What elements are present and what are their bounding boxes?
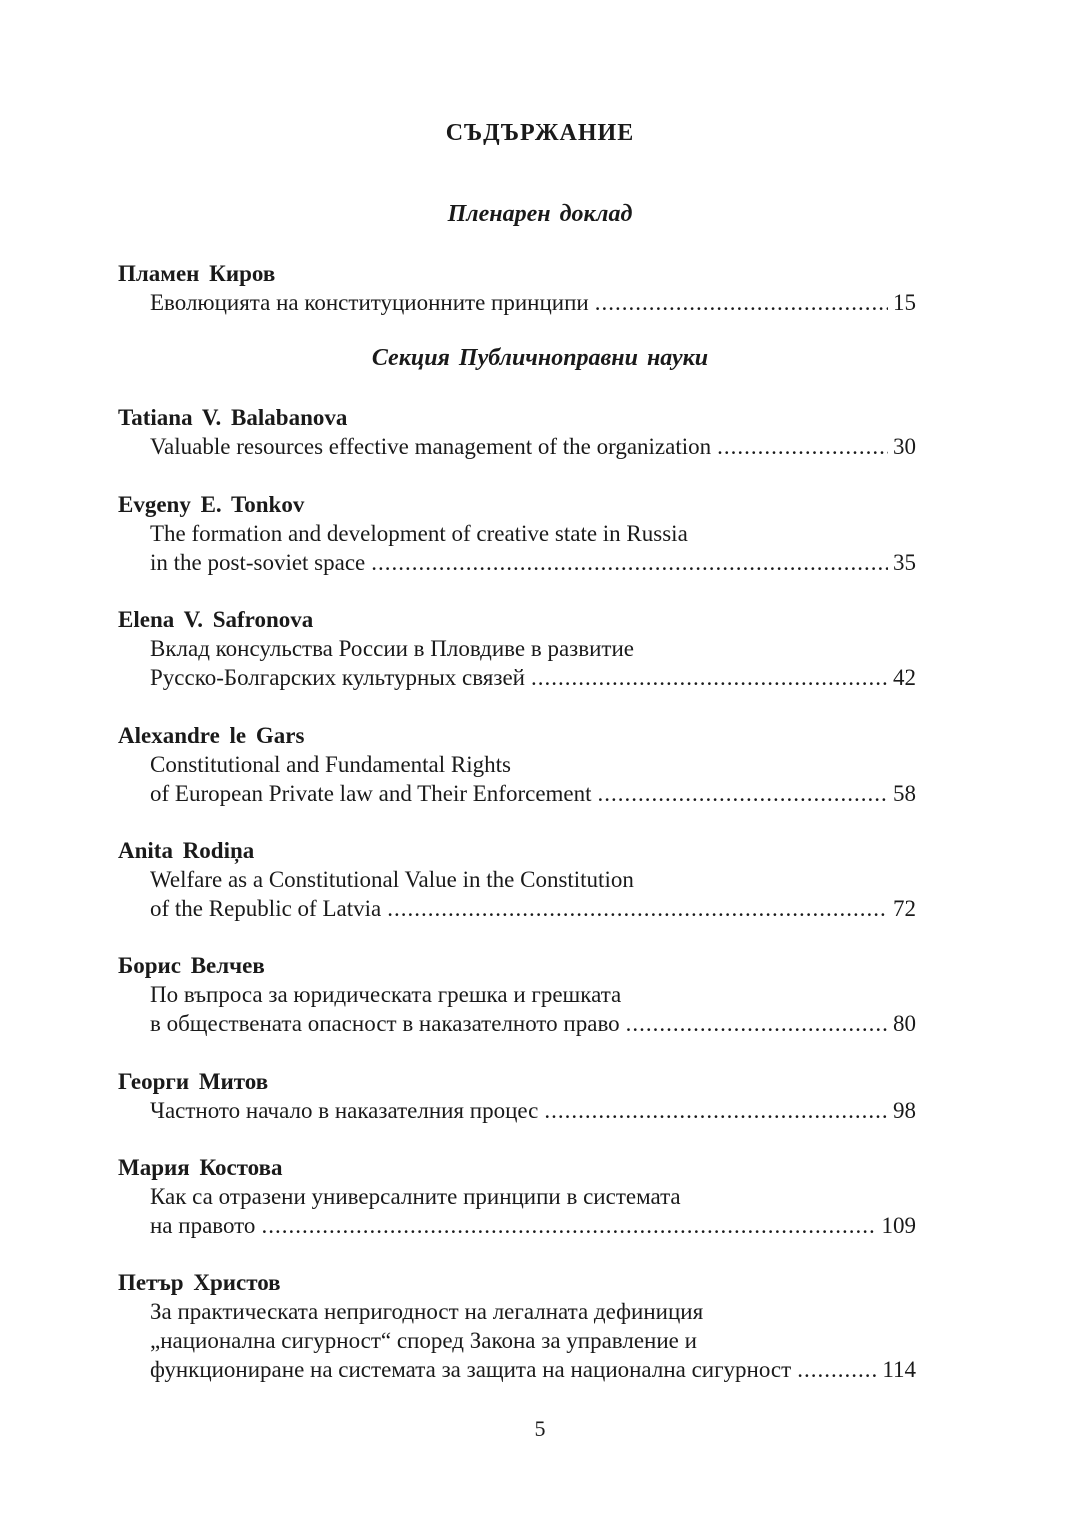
section-heading-public-law: Секция Публичноправни науки <box>371 345 709 371</box>
entry-page-number: 72 <box>893 896 916 921</box>
entry-title-line <box>118 1096 916 1125</box>
dot-leader <box>595 288 888 317</box>
dot-leader <box>371 548 888 577</box>
entry-author: Пламен Киров <box>118 261 276 286</box>
entry-title-line <box>118 1211 916 1240</box>
section-heading-plenary: Пленарен доклад <box>447 201 633 227</box>
dot-leader <box>531 663 888 692</box>
entry-author: Alexandre le Gars <box>118 723 305 748</box>
page-title: СЪДЪРЖАНИЕ <box>445 120 635 146</box>
entry-title: Еволюцията на конституционните принципи <box>150 290 589 315</box>
entry-page-number: 30 <box>893 434 916 459</box>
entry-author: Мария Костова <box>118 1155 283 1180</box>
entry-page-number: 109 <box>881 1213 916 1238</box>
toc-entry <box>118 259 916 317</box>
entry-page-number: 80 <box>893 1011 916 1036</box>
entry-author: Elena V. Safronova <box>118 607 314 632</box>
entry-title: Русско-Болгарских культурных связей <box>150 665 525 690</box>
entry-author: Evgeny E. Tonkov <box>118 492 305 517</box>
toc-entry <box>118 1153 916 1240</box>
entry-page-number: 58 <box>893 781 916 806</box>
entry-title-line <box>118 894 916 923</box>
entry-title-line <box>118 779 916 808</box>
entry-title-line <box>118 288 916 317</box>
entry-title: of European Private law and Their Enforcement <box>150 781 592 806</box>
entry-author: Петър Христов <box>118 1270 281 1295</box>
dot-leader <box>797 1355 877 1384</box>
entry-title-line: Как са отразени универсалните принципи в системата <box>150 1184 681 1209</box>
entry-title: in the post-soviet space <box>150 550 366 575</box>
entry-title-line <box>118 1009 916 1038</box>
entry-page-number: 98 <box>893 1098 916 1123</box>
entry-title-line <box>118 1355 916 1384</box>
dot-leader <box>261 1211 876 1240</box>
dot-leader <box>544 1096 888 1125</box>
toc-entry <box>118 1067 916 1125</box>
entry-title: на правото <box>150 1213 256 1238</box>
entry-author: Борис Велчев <box>118 953 265 978</box>
entry-title: функциониране на системата за защита на национална сигурност <box>150 1357 792 1382</box>
entry-author: Tatiana V. Balabanova <box>118 405 348 430</box>
entry-title: Частното начало в наказателния процес <box>150 1098 539 1123</box>
entry-title: в обществената опасност в наказателното право <box>150 1011 620 1036</box>
entry-title-line <box>118 663 916 692</box>
entry-page-number: 114 <box>882 1357 916 1382</box>
entry-title-line: По въпроса за юридическата грешка и грешката <box>150 982 622 1007</box>
page-number: 5 <box>534 1416 546 1441</box>
entry-author: Георги Митов <box>118 1069 269 1094</box>
entry-page-number: 42 <box>893 665 916 690</box>
entry-title-line <box>118 548 916 577</box>
entry-title-line: За практическата непригодност на легалната дефиниция <box>150 1299 704 1324</box>
dot-leader <box>717 432 888 461</box>
entry-title: Valuable resources effective management of the organization <box>150 434 712 459</box>
dot-leader <box>387 894 888 923</box>
toc-entry <box>118 721 916 808</box>
dot-leader <box>626 1009 888 1038</box>
dot-leader <box>598 779 888 808</box>
entry-title-line <box>118 432 916 461</box>
entry-page-number: 35 <box>893 550 916 575</box>
entry-author: Anita Rodiņa <box>118 838 255 863</box>
entry-title-line: Constitutional and Fundamental Rights <box>150 752 511 777</box>
toc-entry <box>118 951 916 1038</box>
toc-entry <box>118 605 916 692</box>
entry-title-line: Вклад консульства России в Пловдиве в развитие <box>150 636 634 661</box>
entry-title-line: The formation and development of creative state in Russia <box>150 521 688 546</box>
entry-title-line: Welfare as a Constitutional Value in the Constitution <box>150 867 634 892</box>
toc-entry <box>118 403 916 461</box>
toc-entry <box>118 1268 916 1384</box>
entry-title-line: „национална сигурност“ според Закона за управление и <box>150 1328 697 1353</box>
entry-title: of the Republic of Latvia <box>150 896 382 921</box>
entry-page-number: 15 <box>893 290 916 315</box>
toc-entry <box>118 490 916 577</box>
toc-entry <box>118 836 916 923</box>
